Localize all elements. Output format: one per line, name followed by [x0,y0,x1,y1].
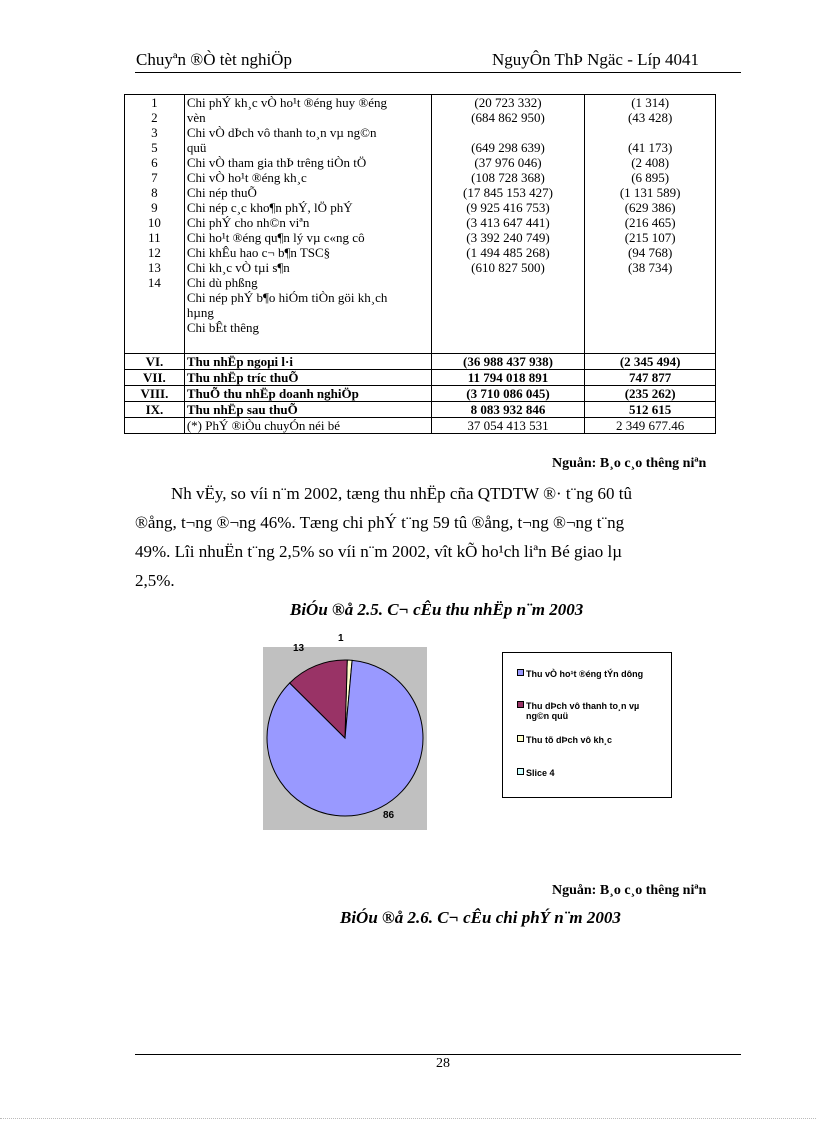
table-row: VIII. ThuÕ thu nhËp doanh nghiÖp (3 710 086 045) (235 262) [125,386,716,402]
header-rule [135,72,741,73]
expense-table [124,94,716,434]
table-row: VII. Thu nhËp tríc thuÕ 11 794 018 891 747 877 [125,370,716,386]
legend-swatch [517,735,524,742]
page-edge [0,1118,816,1119]
legend-item: Thu vÒ ho¹t ®éng tÝn dông [517,669,643,679]
item-column: Chi phÝ kh¸c vÒ ho¹t ®éng huy ®éng vèn Chi vÒ dÞch vô thanh to¸n vµ ng©n quü Chi vÒ tham gia thÞ trêng tiÒn tÖ Chi vÒ ho¹t ®éng kh¸c Chi nép thuÕ Chi nép c¸c kho¶n phÝ, lÖ phÝ Chi phÝ cho nh©n viªn Chi ho¹t ®éng qu¶n lý vµ c«ng cô Chi khÊu hao c¬ b¶n TSC§ Chi kh¸c vÒ tµi s¶n Chi dù phßng Chi nép phÝ b¶o hiÓm tiÒn göi kh¸ch hµng Chi bÊt thêng [184,95,431,354]
legend-swatch [517,701,524,708]
legend-item: Thu tõ dÞch vô kh¸c [517,735,612,745]
page-number: 28 [436,1056,450,1071]
value-column-b: (1 314) (43 428) (41 173) (2 408) (6 895) (1 131 589) (629 386) (216 465) (215 107) (94 768) (38 734) [585,95,716,354]
source-note: Nguån: B¸o c¸o thêng niªn [552,883,707,898]
source-note: Nguån: B¸o c¸o thêng niªn [552,456,707,471]
slice-label: 86 [383,810,395,821]
body-paragraph: Nh vËy, so víi n¨m 2002, tæng thu nhËp cña QTDTW ®· t¨ng 60 tû ®ång, t¬ng ®¬ng 46%. Tæng chi phÝ t¨ng 59 tû ®ång, t¬ng ®¬ng t¨ng 49%. Lîi nhuËn t¨ng 2,5% so víi n¨m 2002, vît kÕ ho¹ch liªn Bé giao lµ 2,5%. [135,484,633,590]
slice-label: 1 [338,633,344,644]
value-column-a: (20 723 332) (684 862 950) (649 298 639) (37 976 046) (108 728 368) (17 845 153 427) (9 925 416 753) (3 413 647 441) (3 392 240 749) (1 494 485 268) (610 827 500) [431,95,585,354]
table-row [125,95,716,354]
table-row: IX. Thu nhËp sau thuÕ 8 083 932 846 512 615 [125,402,716,418]
legend-swatch [517,669,524,676]
footer-rule [135,1054,741,1055]
number-column: 1 2 3 5 6 7 8 9 10 11 12 13 14 [125,95,185,354]
slice-label: 13 [293,643,305,654]
legend-item: Slice 4 [517,768,555,778]
header-left: Chuyªn ®Ò tèt nghiÖp [136,50,292,69]
legend-swatch [517,768,524,775]
legend-item: Thu dÞch vô thanh to¸n vµ ng©n quü [517,701,639,721]
pie-chart [240,620,450,830]
chart-caption: BiÓu ®å 2.5. C¬ cÊu thu nhËp n¨m 2003 [290,600,584,619]
chart-caption: BiÓu ®å 2.6. C¬ cÊu chi phÝ n¨m 2003 [340,908,621,927]
header-right: NguyÔn ThÞ Ngäc - Líp 4041 [492,50,699,69]
table-row: (*) PhÝ ®iÒu chuyÓn néi bé 37 054 413 531 2 349 677.46 [125,418,716,434]
table-row: VI. Thu nhËp ngoµi l·i (36 988 437 938) (2 345 494) [125,354,716,370]
chart-legend [502,652,672,798]
